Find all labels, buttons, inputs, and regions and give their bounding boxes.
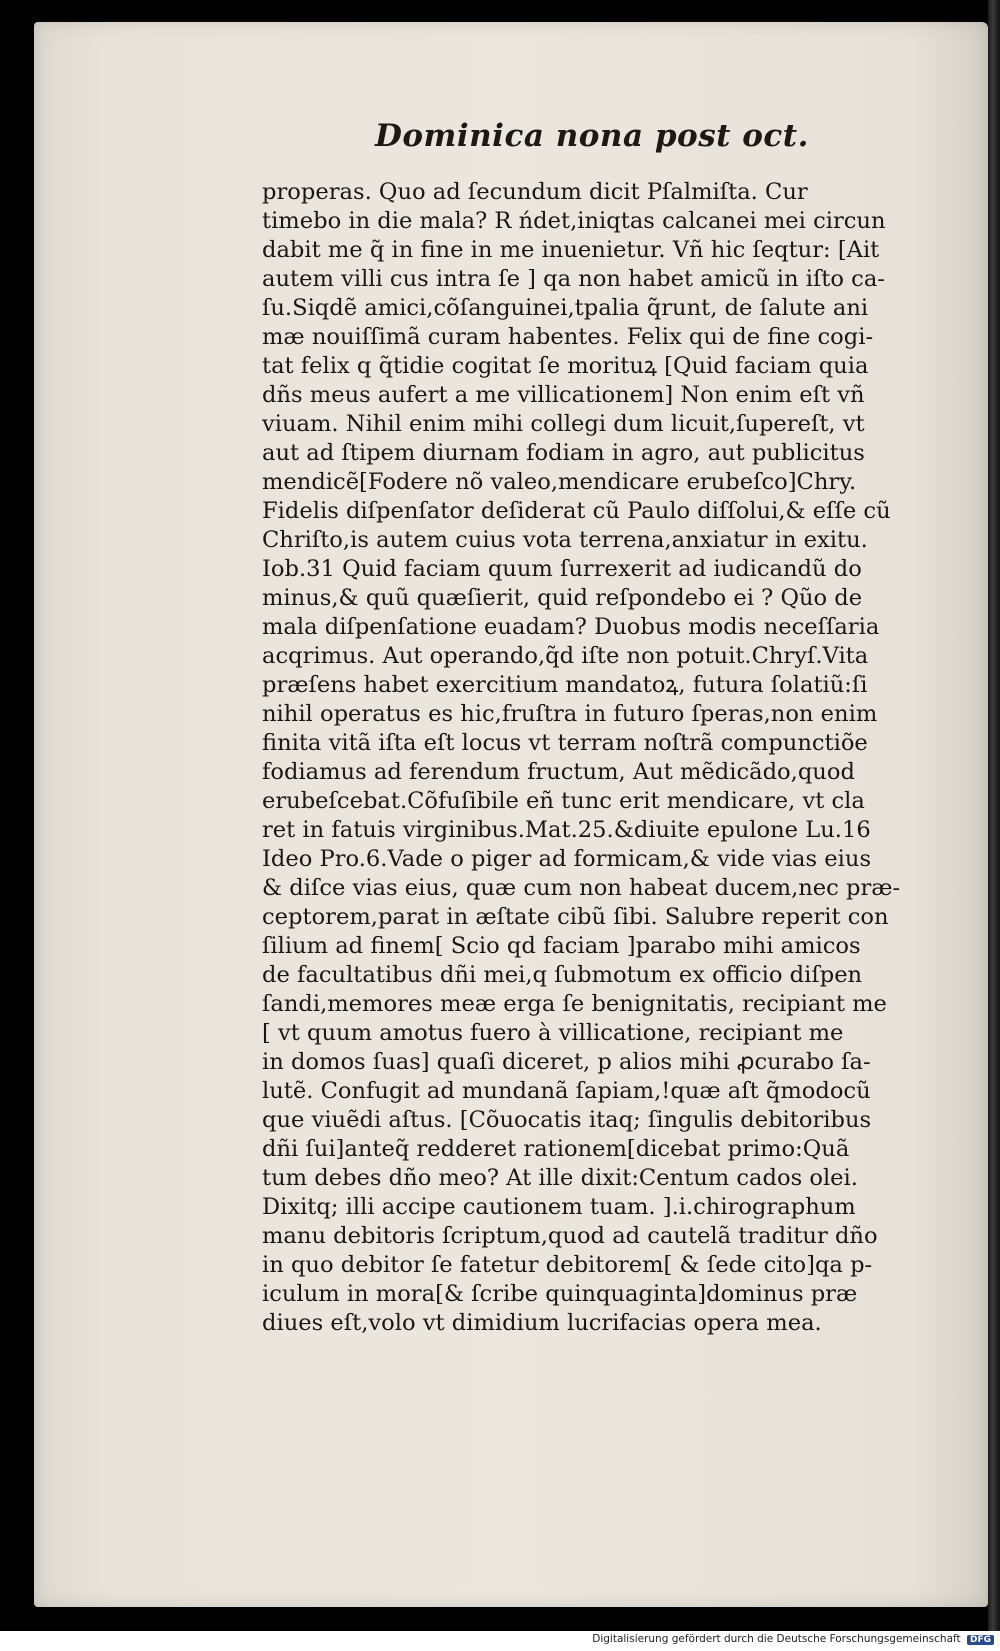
text-line: minus,& quũ quæſierit, quid reſpondebo ei ? Qũo de [262, 585, 863, 611]
text-line: mala diſpenſatione euadam? Duobus modis neceſſaria [262, 614, 880, 640]
text-line: præſens habet exercitium mandatoꝝ, futura ſolatiũ:ſi [262, 672, 868, 698]
page-edge [988, 0, 1000, 1651]
text-line: mendicẽ[Fodere nõ valeo,mendicare erubeſco]Chry. [262, 469, 857, 495]
text-line: nihil operatus es hic,fruſtra in futuro ſperas,non enim [262, 701, 878, 727]
body-text [262, 178, 952, 1338]
text-line: de facultatibus dñi mei,q ſubmotum ex officio diſpen [262, 962, 863, 988]
text-line: iculum in mora[& ſcribe quinquaginta]dominus præ [262, 1281, 858, 1307]
text-line: autem villi cus intra ſe ] qa non habet amicũ in iſto ca- [262, 266, 885, 292]
text-line: fodiamus ad ferendum fructum, Aut mẽdicãdo,quod [262, 759, 855, 785]
text-line: tat felix q q̃tidie cogitat ſe morituꝝ [Quid faciam quia [262, 353, 869, 379]
text-line: in domos ſuas] quaſi diceret, p alios mihi ꝓcurabo ſa- [262, 1049, 871, 1075]
text-line: Iob.31 Quid faciam quum ſurrexerit ad iudicandũ do [262, 556, 862, 582]
text-line: aut ad ſtipem diurnam fodiam in agro, aut publicitus [262, 440, 865, 466]
text-line: ret in fatuis virginibus.Mat.25.&diuite epulone Lu.16 [262, 817, 871, 843]
digitization-credit [592, 1633, 994, 1645]
text-line: que viuẽdi aſtus. [Cõuocatis itaq; ſingulis debitoribus [262, 1107, 872, 1133]
text-line: viuam. Nihil enim mihi collegi dum licuit,ſupereſt, vt [262, 411, 865, 437]
text-line: Fidelis diſpenſator deſiderat cũ Paulo diſſolui,& eſſe cũ [262, 498, 891, 524]
text-line: lutẽ. Confugit ad mundanã ſapiam,!quæ aſt q̃modocũ [262, 1078, 871, 1104]
text-line: Chriſto,is autem cuius vota terrena,anxiatur in exitu. [262, 527, 868, 553]
text-line: properas. Quo ad ſecundum dicit Pſalmiſta. Cur [262, 179, 808, 205]
text-line: ſandi,memores meæ erga ſe benignitatis, recipiant me [262, 991, 887, 1017]
text-line: manu debitoris ſcriptum,quod ad cautelã traditur dño [262, 1223, 878, 1249]
text-line: & diſce vias eius, quæ cum non habeat ducem,nec præ- [262, 875, 901, 901]
text-line: ſu.Siqdẽ amici,cõſanguinei,tpalia q̃runt, de ſalute ani [262, 295, 869, 321]
credit-text: Digitalisierung gefördert durch die Deutsche Forschungsgemeinschaft [592, 1633, 961, 1645]
text-line: Ideo Pro.6.Vade o piger ad formicam,& vide vias eius [262, 846, 872, 872]
text-line: [ vt quum amotus fuero à villicatione, recipiant me [262, 1020, 844, 1046]
text-line: mæ nouiſſimã curam habentes. Felix qui de fine cogi- [262, 324, 874, 350]
text-line: dñi ſui]anteq̃ redderet rationem[dicebat primo:Quã [262, 1136, 850, 1162]
text-line: dñs meus aufert a me villicationem] Non enim eſt vñ [262, 382, 865, 408]
running-head: Dominica nona post oct. [375, 118, 809, 154]
text-line: finita vitã iſta eſt locus vt terram noſtrã compunctiõe [262, 730, 868, 756]
text-line: Dixitq; illi accipe cautionem tuam. ].i.chirographum [262, 1194, 856, 1220]
dfg-logo-icon: DFG [967, 1635, 994, 1645]
text-line: in quo debitor ſe fatetur debitorem[ & ſede cito]qa p- [262, 1252, 873, 1278]
text-line: timebo in die mala? R ńdet,iniqtas calcanei mei circun [262, 208, 886, 234]
text-line: erubeſcebat.Cõfuſibile eñ tunc erit mendicare, vt cla [262, 788, 865, 814]
text-line: tum debes dño meo? At ille dixit:Centum cados olei. [262, 1165, 858, 1191]
text-line: diues eſt,volo vt dimidium lucrifacias opera mea. [262, 1310, 822, 1336]
text-line: ceptorem,parat in æſtate cibũ ſibi. Salubre reperit con [262, 904, 889, 930]
text-line: acqrimus. Aut operando,q̃d iſte non potuit.Chryſ.Vita [262, 643, 869, 669]
text-line: dabit me q̃ in fine in me inuenietur. Vñ hic ſeqtur: [Ait [262, 237, 880, 263]
text-line: ſilium ad finem[ Scio qd faciam ]parabo mihi amicos [262, 933, 861, 959]
